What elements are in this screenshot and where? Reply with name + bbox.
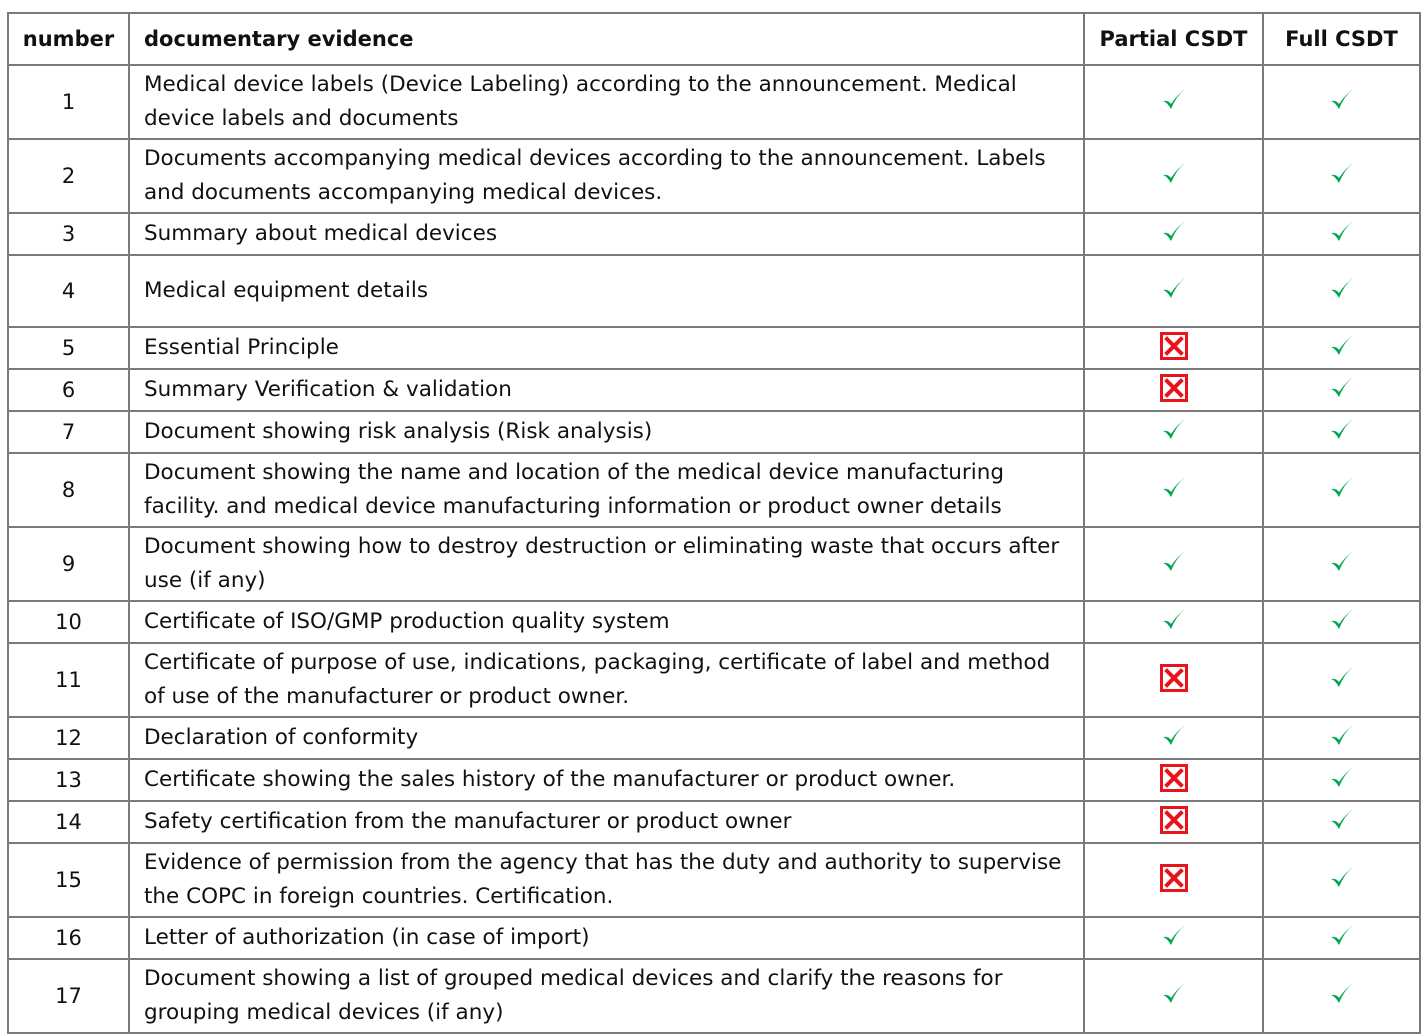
check-mark-icon: [1159, 605, 1189, 635]
check-mark-icon: [1159, 473, 1189, 503]
table-row: [8, 801, 1420, 843]
check-mark-icon: [1327, 805, 1357, 835]
row-full-csdt-cell: [1263, 327, 1420, 369]
row-number: 6: [8, 369, 129, 411]
table-row: [8, 139, 1420, 213]
check-mark-icon: [1159, 921, 1189, 951]
table-row: [8, 255, 1420, 327]
row-partial-csdt-cell: [1084, 255, 1263, 327]
row-full-csdt-cell: [1263, 843, 1420, 917]
check-mark-icon: [1327, 85, 1357, 115]
check-mark-icon: [1159, 159, 1189, 189]
row-full-csdt-cell: [1263, 717, 1420, 759]
row-documentary-evidence: Document showing a list of grouped medical devices and clarify the reasons for grouping medical devices (if any): [129, 959, 1084, 1033]
row-partial-csdt-cell: [1084, 917, 1263, 959]
cross-box-icon: [1159, 331, 1189, 361]
row-number: 14: [8, 801, 129, 843]
table-row: [8, 527, 1420, 601]
row-full-csdt-cell: [1263, 801, 1420, 843]
table-row: [8, 213, 1420, 255]
check-mark-icon: [1159, 217, 1189, 247]
check-mark-icon: [1159, 85, 1189, 115]
column-header-number: number: [8, 13, 129, 65]
row-documentary-evidence: Declaration of conformity: [129, 717, 1084, 759]
row-documentary-evidence: Safety certification from the manufacturer or product owner: [129, 801, 1084, 843]
row-partial-csdt-cell: [1084, 369, 1263, 411]
table-row: [8, 65, 1420, 139]
row-number: 9: [8, 527, 129, 601]
check-mark-icon: [1327, 373, 1357, 403]
row-documentary-evidence: Documents accompanying medical devices according to the announcement. Labels and documents accompanying medical devices.: [129, 139, 1084, 213]
row-number: 2: [8, 139, 129, 213]
row-documentary-evidence: Certificate of purpose of use, indications, packaging, certificate of label and method of use of the manufacturer or product owner.: [129, 643, 1084, 717]
table-row: [8, 453, 1420, 527]
row-partial-csdt-cell: [1084, 327, 1263, 369]
row-number: 17: [8, 959, 129, 1033]
documentary-evidence-table: [7, 12, 1421, 1034]
check-mark-icon: [1327, 721, 1357, 751]
check-mark-icon: [1327, 921, 1357, 951]
check-mark-icon: [1159, 979, 1189, 1009]
row-full-csdt-cell: [1263, 139, 1420, 213]
check-mark-icon: [1327, 415, 1357, 445]
row-number: 5: [8, 327, 129, 369]
check-mark-icon: [1327, 217, 1357, 247]
table-row: [8, 369, 1420, 411]
row-documentary-evidence: Document showing risk analysis (Risk analysis): [129, 411, 1084, 453]
row-number: 8: [8, 453, 129, 527]
check-mark-icon: [1327, 979, 1357, 1009]
row-partial-csdt-cell: [1084, 959, 1263, 1033]
table-row: [8, 917, 1420, 959]
row-partial-csdt-cell: [1084, 643, 1263, 717]
row-full-csdt-cell: [1263, 643, 1420, 717]
row-documentary-evidence: Essential Principle: [129, 327, 1084, 369]
row-full-csdt-cell: [1263, 213, 1420, 255]
row-documentary-evidence: Evidence of permission from the agency that has the duty and authority to supervise the COPC in foreign countries. Certification.: [129, 843, 1084, 917]
row-full-csdt-cell: [1263, 917, 1420, 959]
check-mark-icon: [1159, 415, 1189, 445]
row-documentary-evidence: Medical device labels (Device Labeling) according to the announcement. Medical device labels and documents: [129, 65, 1084, 139]
row-full-csdt-cell: [1263, 959, 1420, 1033]
row-number: 15: [8, 843, 129, 917]
row-number: 16: [8, 917, 129, 959]
row-partial-csdt-cell: [1084, 65, 1263, 139]
row-number: 10: [8, 601, 129, 643]
row-partial-csdt-cell: [1084, 527, 1263, 601]
row-partial-csdt-cell: [1084, 843, 1263, 917]
table-row: [8, 843, 1420, 917]
row-documentary-evidence: Letter of authorization (in case of import): [129, 917, 1084, 959]
row-full-csdt-cell: [1263, 601, 1420, 643]
row-partial-csdt-cell: [1084, 717, 1263, 759]
table-row: [8, 643, 1420, 717]
document-table-container: [7, 12, 1421, 1034]
row-number: 13: [8, 759, 129, 801]
table-row: [8, 959, 1420, 1033]
check-mark-icon: [1327, 763, 1357, 793]
row-number: 11: [8, 643, 129, 717]
check-mark-icon: [1327, 473, 1357, 503]
row-partial-csdt-cell: [1084, 601, 1263, 643]
row-documentary-evidence: Summary about medical devices: [129, 213, 1084, 255]
row-partial-csdt-cell: [1084, 139, 1263, 213]
row-documentary-evidence: Document showing the name and location of the medical device manufacturing facility. and medical device manufacturing information or product owner details: [129, 453, 1084, 527]
row-full-csdt-cell: [1263, 759, 1420, 801]
row-partial-csdt-cell: [1084, 453, 1263, 527]
row-documentary-evidence: Document showing how to destroy destruction or eliminating waste that occurs after use (if any): [129, 527, 1084, 601]
row-partial-csdt-cell: [1084, 213, 1263, 255]
row-full-csdt-cell: [1263, 65, 1420, 139]
cross-box-icon: [1159, 763, 1189, 793]
column-header-partial-csdt: Partial CSDT: [1084, 13, 1263, 65]
check-mark-icon: [1327, 547, 1357, 577]
table-row: [8, 327, 1420, 369]
table-row: [8, 717, 1420, 759]
row-documentary-evidence: Medical equipment details: [129, 255, 1084, 327]
check-mark-icon: [1159, 721, 1189, 751]
cross-box-icon: [1159, 663, 1189, 693]
row-full-csdt-cell: [1263, 369, 1420, 411]
check-mark-icon: [1327, 331, 1357, 361]
table-header-row: [8, 13, 1420, 65]
cross-box-icon: [1159, 373, 1189, 403]
row-number: 1: [8, 65, 129, 139]
row-full-csdt-cell: [1263, 411, 1420, 453]
check-mark-icon: [1159, 547, 1189, 577]
row-documentary-evidence: Certificate of ISO/GMP production quality system: [129, 601, 1084, 643]
check-mark-icon: [1327, 605, 1357, 635]
check-mark-icon: [1159, 274, 1189, 304]
row-documentary-evidence: Summary Verification & validation: [129, 369, 1084, 411]
row-full-csdt-cell: [1263, 453, 1420, 527]
cross-box-icon: [1159, 863, 1189, 893]
check-mark-icon: [1327, 663, 1357, 693]
table-row: [8, 601, 1420, 643]
row-full-csdt-cell: [1263, 255, 1420, 327]
row-number: 12: [8, 717, 129, 759]
column-header-documentary-evidence: documentary evidence: [129, 13, 1084, 65]
check-mark-icon: [1327, 274, 1357, 304]
row-documentary-evidence: Certificate showing the sales history of the manufacturer or product owner.: [129, 759, 1084, 801]
row-number: 3: [8, 213, 129, 255]
row-partial-csdt-cell: [1084, 759, 1263, 801]
row-partial-csdt-cell: [1084, 801, 1263, 843]
row-number: 4: [8, 255, 129, 327]
column-header-full-csdt: Full CSDT: [1263, 13, 1420, 65]
cross-box-icon: [1159, 805, 1189, 835]
check-mark-icon: [1327, 863, 1357, 893]
row-partial-csdt-cell: [1084, 411, 1263, 453]
table-row: [8, 411, 1420, 453]
table-body: [8, 65, 1420, 1033]
row-full-csdt-cell: [1263, 527, 1420, 601]
table-row: [8, 759, 1420, 801]
check-mark-icon: [1327, 159, 1357, 189]
row-number: 7: [8, 411, 129, 453]
